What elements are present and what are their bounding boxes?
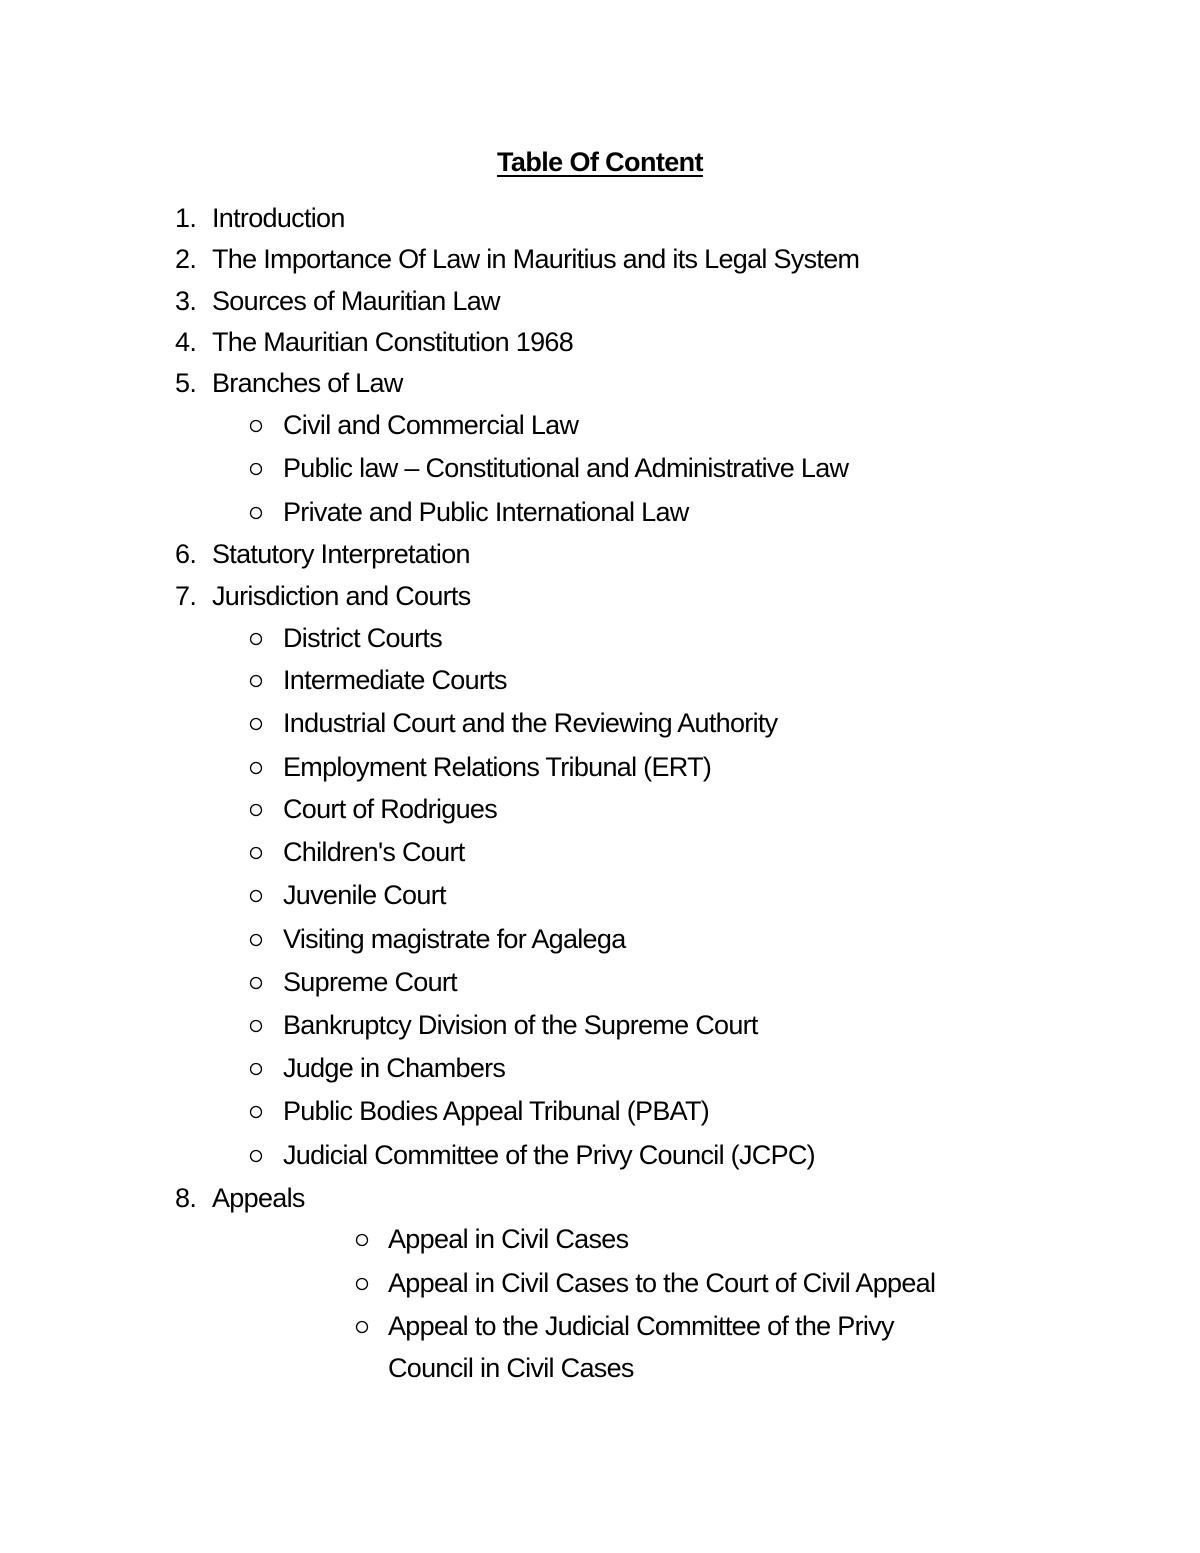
hollow-circle-bullet-icon	[249, 1062, 263, 1076]
subitem-label: Employment Relations Tribunal (ERT)	[283, 752, 712, 782]
hollow-circle-bullet-icon	[249, 674, 263, 688]
subitem-label: Public law – Constitutional and Administrative Law	[283, 453, 849, 483]
subitem-label: Juvenile Court	[283, 880, 446, 910]
subitem-label: Industrial Court and the Reviewing Authority	[283, 708, 778, 738]
item-label: Statutory Interpretation	[212, 539, 470, 569]
hollow-circle-bullet-icon	[249, 419, 263, 433]
hollow-circle-bullet-icon	[249, 506, 263, 520]
subitem-label: Appeal to the Judicial Committee of the Privy	[388, 1311, 894, 1341]
subitem-label-continuation: Council in Civil Cases	[388, 1353, 634, 1383]
subitem-label: Intermediate Courts	[283, 665, 507, 695]
hollow-circle-bullet-icon	[249, 1105, 263, 1119]
item-number: 4.	[175, 327, 197, 357]
title-text: Table Of Content	[497, 147, 703, 177]
subitem-label: Public Bodies Appeal Tribunal (PBAT)	[283, 1096, 710, 1126]
subitem-label: Bankruptcy Division of the Supreme Court	[283, 1010, 758, 1040]
item-number: 1.	[175, 203, 197, 233]
hollow-circle-bullet-icon	[249, 846, 263, 860]
subitem-label: Court of Rodrigues	[283, 794, 498, 824]
item-number: 6.	[175, 539, 197, 569]
item-label: Jurisdiction and Courts	[212, 581, 471, 611]
item-number: 7.	[175, 581, 197, 611]
hollow-circle-bullet-icon	[249, 761, 263, 775]
hollow-circle-bullet-icon	[249, 803, 263, 817]
item-label: Branches of Law	[212, 368, 403, 398]
hollow-circle-bullet-icon	[249, 717, 263, 731]
hollow-circle-bullet-icon	[249, 889, 263, 903]
hollow-circle-bullet-icon	[249, 933, 263, 947]
subitem-label: Judicial Committee of the Privy Council (JCPC)	[283, 1140, 815, 1170]
hollow-circle-bullet-icon	[249, 1019, 263, 1033]
hollow-circle-bullet-icon	[355, 1320, 369, 1334]
subitem-label: Appeal in Civil Cases to the Court of Civil Appeal	[388, 1268, 936, 1298]
hollow-circle-bullet-icon	[355, 1277, 369, 1291]
subitem-label: Appeal in Civil Cases	[388, 1224, 629, 1254]
item-number: 5.	[175, 368, 197, 398]
item-number: 8.	[175, 1183, 197, 1213]
document-title	[0, 143, 1200, 181]
subitem-label: Civil and Commercial Law	[283, 410, 579, 440]
subitem-label: Visiting magistrate for Agalega	[283, 924, 626, 954]
subitem-label: Children's Court	[283, 837, 465, 867]
subitem-label: Private and Public International Law	[283, 497, 689, 527]
hollow-circle-bullet-icon	[249, 1149, 263, 1163]
item-label: Sources of Mauritian Law	[212, 286, 500, 316]
hollow-circle-bullet-icon	[355, 1233, 369, 1247]
item-label: Introduction	[212, 203, 345, 233]
item-number: 2.	[175, 244, 197, 274]
subitem-label: Supreme Court	[283, 967, 457, 997]
hollow-circle-bullet-icon	[249, 462, 263, 476]
subitem-label: District Courts	[283, 623, 443, 653]
item-label: Appeals	[212, 1183, 305, 1213]
item-number: 3.	[175, 286, 197, 316]
item-label: The Importance Of Law in Mauritius and its Legal System	[212, 244, 860, 274]
item-label: The Mauritian Constitution 1968	[212, 327, 574, 357]
hollow-circle-bullet-icon	[249, 632, 263, 646]
subitem-label: Judge in Chambers	[283, 1053, 506, 1083]
hollow-circle-bullet-icon	[249, 976, 263, 990]
